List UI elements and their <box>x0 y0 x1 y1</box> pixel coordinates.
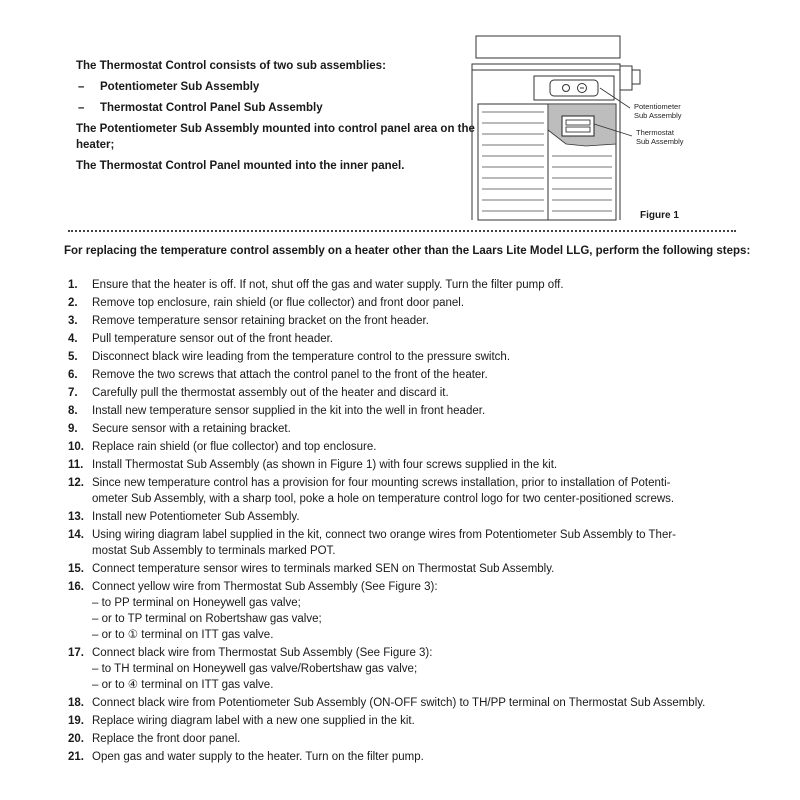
step-item <box>68 509 748 525</box>
callout-potentiometer: Potentiometer Sub Assembly <box>634 102 682 120</box>
subassembly-item: – Potentiometer Sub Assembly <box>78 81 260 93</box>
step-item <box>68 385 748 401</box>
intro-statement-thermostat: The Thermostat Control Panel mounted into the inner panel. <box>76 160 405 172</box>
step-text: Connect black wire from Potentiometer Sub Assembly (ON-OFF switch) to TH/PP terminal on Thermostat Sub Assembly. <box>92 697 706 709</box>
step-item <box>68 731 748 747</box>
step-item <box>68 349 748 365</box>
step-item <box>68 331 748 347</box>
step-item <box>68 367 748 383</box>
step-item <box>68 579 748 643</box>
step-item <box>68 713 748 729</box>
intro-heading: The Thermostat Control consists of two sub assemblies: <box>76 60 386 72</box>
step-item <box>68 749 748 765</box>
step-number: 8. <box>68 405 78 417</box>
intro-statement-potentiometer: The Potentiometer Sub Assembly mounted into control panel area on the heater; <box>76 123 475 151</box>
step-item <box>68 645 748 693</box>
step-item <box>68 421 748 437</box>
step-number: 10. <box>68 441 84 453</box>
step-text: Carefully pull the thermostat assembly out of the heater and discard it. <box>92 387 449 399</box>
step-number: 1. <box>68 279 78 291</box>
step-text-continued: mostat Sub Assembly to terminals marked POT. <box>92 545 336 557</box>
step-number: 12. <box>68 477 84 489</box>
step-text: Secure sensor with a retaining bracket. <box>92 423 291 435</box>
step-text: Connect black wire from Thermostat Sub Assembly (See Figure 3): <box>92 647 433 659</box>
steps-list <box>68 277 748 767</box>
step-text: Connect yellow wire from Thermostat Sub Assembly (See Figure 3): <box>92 581 438 593</box>
instructions-intro: For replacing the temperature control assembly on a heater other than the Laars Lite Model LLG, perform the following steps: <box>64 245 751 257</box>
step-text: Using wiring diagram label supplied in the kit, connect two orange wires from Potentiometer Sub Assembly to Ther- <box>92 529 677 541</box>
step-number: 4. <box>68 333 78 345</box>
step-item <box>68 561 748 577</box>
step-text: Remove top enclosure, rain shield (or flue collector) and front door panel. <box>92 297 465 309</box>
step-number: 14. <box>68 529 84 541</box>
step-number: 2. <box>68 297 78 309</box>
step-text-continued: ometer Sub Assembly, with a sharp tool, poke a hole on temperature control logo for two center-positioned screws. <box>92 493 675 505</box>
step-text: Connect temperature sensor wires to terminals marked SEN on Thermostat Sub Assembly. <box>92 563 555 575</box>
step-number: 5. <box>68 351 78 363</box>
step-number: 17. <box>68 647 84 659</box>
step-text: Replace the front door panel. <box>92 733 241 745</box>
step-text: Install new temperature sensor supplied in the kit into the well in front header. <box>92 405 486 417</box>
step-number: 19. <box>68 715 84 727</box>
callout-thermostat: Thermostat Sub Assembly <box>636 128 684 146</box>
step-text: Replace wiring diagram label with a new one supplied in the kit. <box>92 715 415 727</box>
figure-caption: Figure 1 <box>640 210 679 221</box>
step-text: Replace rain shield (or flue collector) and top enclosure. <box>92 441 377 453</box>
step-text: Open gas and water supply to the heater. Turn on the filter pump. <box>92 751 424 763</box>
step-item <box>68 695 748 711</box>
step-item <box>68 457 748 473</box>
step-text-continued: – or to ① terminal on ITT gas valve. <box>92 629 274 641</box>
step-number: 7. <box>68 387 78 399</box>
step-text: Install Thermostat Sub Assembly (as shown in Figure 1) with four screws supplied in the kit. <box>92 459 558 471</box>
subassembly-item: – Thermostat Control Panel Sub Assembly <box>78 102 323 114</box>
step-item <box>68 313 748 329</box>
step-number: 16. <box>68 581 84 593</box>
step-number: 21. <box>68 751 84 763</box>
step-item <box>68 403 748 419</box>
step-item <box>68 295 748 311</box>
step-text-continued: – to TH terminal on Honeywell gas valve/Robertshaw gas valve; <box>92 663 418 675</box>
section-divider <box>68 230 736 232</box>
step-text-continued: – to PP terminal on Honeywell gas valve; <box>92 597 301 609</box>
step-item <box>68 475 748 507</box>
step-text-continued: – or to ④ terminal on ITT gas valve. <box>92 679 274 691</box>
step-number: 18. <box>68 697 84 709</box>
step-text-continued: – or to TP terminal on Robertshaw gas valve; <box>92 613 322 625</box>
step-text: Ensure that the heater is off. If not, shut off the gas and water supply. Turn the filter pump off. <box>92 279 564 291</box>
step-text: Disconnect black wire leading from the temperature control to the pressure switch. <box>92 351 511 363</box>
step-number: 11. <box>68 459 84 471</box>
step-number: 15. <box>68 563 84 575</box>
step-text: Remove the two screws that attach the control panel to the front of the heater. <box>92 369 488 381</box>
step-text: Remove temperature sensor retaining bracket on the front header. <box>92 315 429 327</box>
step-number: 13. <box>68 511 84 523</box>
step-text: Pull temperature sensor out of the front header. <box>92 333 334 345</box>
step-number: 9. <box>68 423 78 435</box>
step-item <box>68 277 748 293</box>
step-text: Install new Potentiometer Sub Assembly. <box>92 511 300 523</box>
step-item <box>68 527 748 559</box>
step-number: 6. <box>68 369 78 381</box>
step-item <box>68 439 748 455</box>
intro-block <box>76 58 476 174</box>
step-number: 3. <box>68 315 78 327</box>
step-text: Since new temperature control has a provision for four mounting screws installation, prior to installation of Potenti- <box>92 477 671 489</box>
step-number: 20. <box>68 733 84 745</box>
